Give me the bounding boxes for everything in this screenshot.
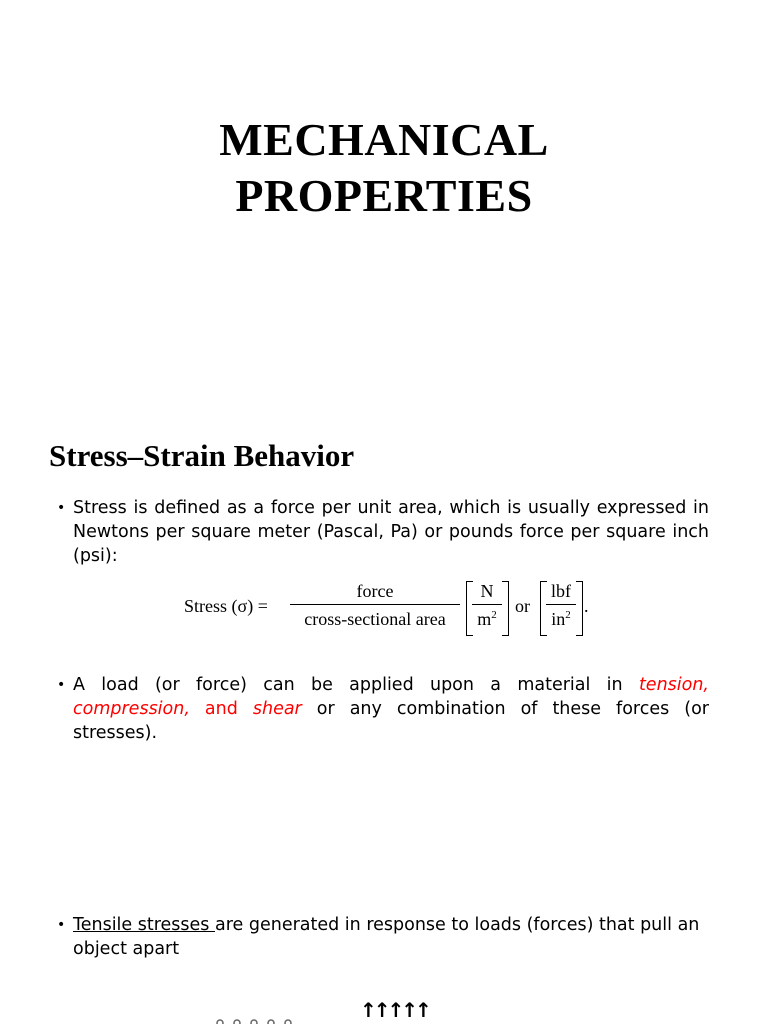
bullet-tensile-stresses [57, 913, 709, 961]
unit-imperial-denominator: $in^2$ [551, 609, 571, 629]
figure-dots [217, 1020, 291, 1024]
title-line-1: MECHANICAL [219, 114, 549, 165]
bullet-marker: • [57, 917, 66, 933]
bullet-text: Tensile stresses are generated in response to loads (forces) that pull an object apart [73, 915, 700, 959]
term-compression: compression, [73, 699, 190, 719]
up-arrows: ↑↑↑↑↑ [360, 998, 429, 1022]
unit-si-numerator: N [480, 581, 494, 601]
title-line-2: PROPERTIES [235, 170, 533, 221]
unit-si [472, 578, 502, 631]
formula-denominator: cross-sectional area [304, 609, 446, 629]
formula-period: . [584, 596, 589, 616]
term-shear: shear [252, 699, 302, 719]
bullet-marker: • [57, 500, 66, 516]
bullet-text: A load (or force) can be applied upon a material in tension, compression, and shear or any combination of these forces (or stresses). [73, 675, 709, 743]
page-title [0, 112, 768, 224]
formula-lhs: Stress (σ) = [184, 596, 268, 616]
right-bracket [502, 581, 509, 636]
section-heading: Stress–Strain Behavior [49, 438, 355, 473]
bullet-marker: • [57, 677, 66, 693]
unit-imperial-numerator: lbf [551, 581, 571, 601]
formula-or: or [515, 596, 530, 616]
formula-fraction [290, 578, 460, 631]
formula-numerator: force [356, 581, 394, 601]
figure-graphic [180, 980, 480, 1024]
unit-imperial [546, 578, 576, 631]
unit-si-denominator: $m^2$ [477, 609, 497, 629]
bullet-text: Stress is defined as a force per unit area, which is usually expressed in Newtons per square meter (Pascal, Pa) or pounds force per square inch (psi): [73, 498, 709, 566]
term-tension: tension, [638, 675, 709, 695]
tensile-stress-figure [180, 980, 480, 1024]
right-bracket [576, 581, 583, 636]
bullet-stress-definition [57, 496, 709, 568]
bullet-load-types [57, 673, 709, 745]
term-tensile-stresses: Tensile stresses [73, 915, 215, 935]
